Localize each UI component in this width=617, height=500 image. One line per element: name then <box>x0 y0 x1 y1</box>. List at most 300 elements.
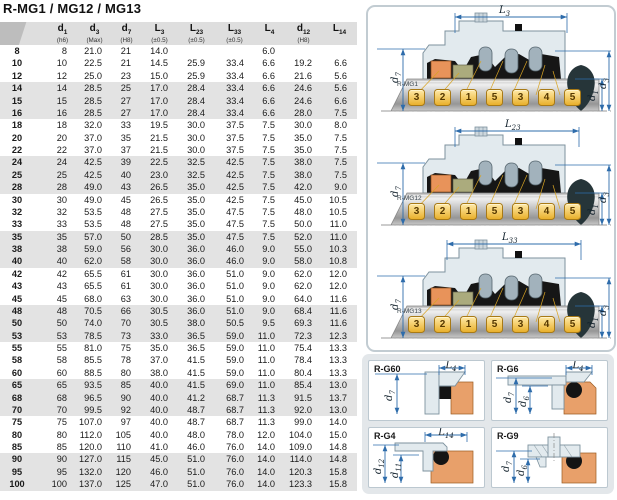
cell: 9.0 <box>254 255 285 267</box>
column-header: $d_7$ (H8) <box>112 22 141 45</box>
cell: 22.5 <box>77 57 112 69</box>
cell: 80.4 <box>285 367 322 379</box>
dim-label-d7: $d_7$ <box>500 461 514 472</box>
cell: 6.6 <box>322 95 357 107</box>
dim-label-l4: $L_4$ <box>572 360 584 373</box>
part-number-tags <box>408 89 581 106</box>
column-header: $L_{23}$ (±0.5) <box>178 22 215 45</box>
row-label: 95 <box>0 466 48 478</box>
cell: 120.0 <box>77 441 112 453</box>
cell: 6.6 <box>254 107 285 119</box>
cell: 47.5 <box>215 218 254 230</box>
cell: 38.0 <box>178 317 215 329</box>
row-label: 18 <box>0 119 48 131</box>
table-row <box>0 45 357 57</box>
cell: 9.0 <box>322 181 357 193</box>
cell: 24.6 <box>285 95 322 107</box>
cell: 53.5 <box>77 218 112 230</box>
cell: 40 <box>48 255 77 267</box>
cell: 28.5 <box>77 95 112 107</box>
cell: 12.0 <box>322 280 357 292</box>
dim-label-d1: $d_1$ <box>586 90 600 101</box>
cell: 11.0 <box>322 218 357 230</box>
cell: 6.6 <box>254 95 285 107</box>
cell: 75 <box>48 416 77 428</box>
cell: 50 <box>48 317 77 329</box>
cell: 25 <box>48 169 77 181</box>
column-header: $L_{14}$ <box>322 22 357 45</box>
table-row <box>0 441 357 453</box>
cell: 42.5 <box>77 156 112 168</box>
cell: 36.0 <box>178 280 215 292</box>
cell: 12 <box>48 70 77 82</box>
cell: 38 <box>48 243 77 255</box>
cell <box>285 45 322 57</box>
part-number-tag: 3 <box>408 89 425 106</box>
cell: 10 <box>48 57 77 69</box>
cell: 51.0 <box>178 453 215 465</box>
cell: 25.0 <box>77 70 112 82</box>
cell: 33 <box>48 218 77 230</box>
cell: 11.6 <box>322 293 357 305</box>
cell: 74.0 <box>77 317 112 329</box>
cell: 33.4 <box>215 107 254 119</box>
part-number-tag: 1 <box>460 316 477 333</box>
cell: 32.5 <box>178 156 215 168</box>
part-number-tag: 3 <box>408 203 425 220</box>
row-label: 38 <box>0 243 48 255</box>
cell: 33.0 <box>141 330 178 342</box>
cell: 7.5 <box>322 107 357 119</box>
cell: 46.0 <box>215 255 254 267</box>
cell: 7.5 <box>254 181 285 193</box>
dim-label-d1: $d_1$ <box>586 204 600 215</box>
cell: 26.5 <box>141 181 178 193</box>
cell: 99.0 <box>285 416 322 428</box>
cell: 19.2 <box>285 57 322 69</box>
cell: 109.0 <box>285 441 322 453</box>
cell: 35.0 <box>285 144 322 156</box>
cell: 40.0 <box>141 379 178 391</box>
cell: 45.0 <box>285 194 322 206</box>
cell: 50.5 <box>215 317 254 329</box>
cell: 11.6 <box>322 317 357 329</box>
cell: 38.0 <box>285 156 322 168</box>
cell: 68.7 <box>215 404 254 416</box>
cell: 11.0 <box>254 379 285 391</box>
cell: 65.5 <box>77 268 112 280</box>
part-number-tags <box>408 203 581 220</box>
seal-diagram-rmg12 <box>369 119 613 237</box>
cell: 70 <box>48 404 77 416</box>
cell: 21.5 <box>141 144 178 156</box>
table-row <box>0 70 357 82</box>
part-number-tag: 3 <box>512 203 529 220</box>
cell: 51.0 <box>178 478 215 490</box>
cell: 59.0 <box>77 243 112 255</box>
column-header: $L_{33}$ (±0.5) <box>215 22 254 45</box>
cell: 5.6 <box>322 70 357 82</box>
cell: 42.5 <box>215 194 254 206</box>
cell: 36.0 <box>178 268 215 280</box>
cell: 14.0 <box>254 441 285 453</box>
dim-label-l14: $L_{14}$ <box>438 427 454 440</box>
table-row <box>0 243 357 255</box>
cell: 7.5 <box>254 231 285 243</box>
cell: 42.0 <box>285 181 322 193</box>
cell: 35.0 <box>178 194 215 206</box>
cell: 38.0 <box>141 367 178 379</box>
cell: 35.0 <box>178 181 215 193</box>
cell: 36.5 <box>178 342 215 354</box>
cell: 14.0 <box>322 416 357 428</box>
part-number-tag: 1 <box>460 89 477 106</box>
row-label: 42 <box>0 268 48 280</box>
dimension-table <box>0 22 357 491</box>
cell: 7.5 <box>254 119 285 131</box>
cell: 53.5 <box>77 206 112 218</box>
cell: 45.0 <box>141 453 178 465</box>
cell: 85 <box>112 379 141 391</box>
cell: 20 <box>48 132 77 144</box>
row-label: 33 <box>0 218 48 230</box>
cell: 7.5 <box>254 156 285 168</box>
cell: 48 <box>112 218 141 230</box>
table-row <box>0 379 357 391</box>
cell: 6.6 <box>322 57 357 69</box>
cell: 17.0 <box>141 82 178 94</box>
cell: 120 <box>112 466 141 478</box>
dim-label-top: $L_3$ <box>499 5 511 18</box>
row-label: 68 <box>0 392 48 404</box>
cell: 13.7 <box>322 392 357 404</box>
cell: 40.0 <box>141 416 178 428</box>
cell: 7.5 <box>254 194 285 206</box>
cell: 33.4 <box>215 82 254 94</box>
part-number-tag: 3 <box>408 316 425 333</box>
cell: 85.4 <box>285 379 322 391</box>
part-number-tag: 5 <box>564 89 581 106</box>
mount-details-panel <box>362 354 614 494</box>
cell: 30.0 <box>285 119 322 131</box>
cell: 49.0 <box>77 194 112 206</box>
cell: 76.0 <box>215 466 254 478</box>
table-row <box>0 206 357 218</box>
cell: 21.6 <box>285 70 322 82</box>
row-label: 60 <box>0 367 48 379</box>
cell: 107.0 <box>77 416 112 428</box>
cell: 78.5 <box>77 330 112 342</box>
cell: 11.0 <box>254 342 285 354</box>
cell: 48 <box>48 305 77 317</box>
cell: 9.0 <box>254 280 285 292</box>
cell: 51.0 <box>215 293 254 305</box>
cell: 14.0 <box>254 478 285 490</box>
cell: 27.5 <box>141 206 178 218</box>
table-row <box>0 169 357 181</box>
cell: 43 <box>48 280 77 292</box>
cell: 25.9 <box>178 57 215 69</box>
detail-panel-rg60 <box>368 360 485 421</box>
cell: 66 <box>112 305 141 317</box>
row-label: 53 <box>0 330 48 342</box>
table-row <box>0 194 357 206</box>
cell: 28.5 <box>77 82 112 94</box>
cell: 53 <box>48 330 77 342</box>
cell: 90 <box>112 392 141 404</box>
cell: 68.7 <box>215 416 254 428</box>
cell: 68 <box>48 392 77 404</box>
panel-title: R-G4 <box>374 431 396 441</box>
cell: 12.3 <box>322 330 357 342</box>
cell: 65.5 <box>77 280 112 292</box>
cell: 15.0 <box>141 70 178 82</box>
cell: 115 <box>112 453 141 465</box>
cell: 7.5 <box>254 132 285 144</box>
cell: 25 <box>112 82 141 94</box>
detail-panel-rg9 <box>491 427 608 488</box>
cell: 7.5 <box>254 169 285 181</box>
cell: 28.5 <box>77 107 112 119</box>
cell: 11.0 <box>254 330 285 342</box>
cell: 36.0 <box>178 293 215 305</box>
part-number-tag: 3 <box>512 316 529 333</box>
page-title: R-MG1 / MG12 / MG13 <box>3 1 142 16</box>
table-row <box>0 144 357 156</box>
cell: 22 <box>48 144 77 156</box>
cell: 59.0 <box>215 330 254 342</box>
cell: 24 <box>48 156 77 168</box>
cell: 37.0 <box>77 144 112 156</box>
cell: 11.0 <box>322 231 357 243</box>
cell: 112.0 <box>77 429 112 441</box>
cell: 37.0 <box>77 132 112 144</box>
cell: 61 <box>112 268 141 280</box>
cell: 46.0 <box>141 466 178 478</box>
seal-diagram-rmg1 <box>369 5 613 123</box>
row-label: 58 <box>0 354 48 366</box>
panel-title: R-G6 <box>497 364 519 374</box>
cell: 93.5 <box>77 379 112 391</box>
cell: 52.0 <box>285 231 322 243</box>
cell: 80 <box>112 367 141 379</box>
cell: 27.5 <box>141 218 178 230</box>
cell: 33 <box>112 119 141 131</box>
cell: 75.4 <box>285 342 322 354</box>
cell <box>178 45 215 57</box>
cell: 40.0 <box>141 404 178 416</box>
cell: 58 <box>48 354 77 366</box>
cell: 91.5 <box>285 392 322 404</box>
dim-label-d3: $d_3$ <box>597 78 611 89</box>
cell: 38.0 <box>285 169 322 181</box>
cell: 21 <box>112 57 141 69</box>
seal-diagrams-panel <box>366 5 616 352</box>
cell: 14.0 <box>254 453 285 465</box>
cell: 63 <box>112 293 141 305</box>
cell: 21 <box>112 45 141 57</box>
part-number-tag: 2 <box>434 89 451 106</box>
cell: 43 <box>112 181 141 193</box>
cell: 78 <box>112 354 141 366</box>
cell: 30.0 <box>141 268 178 280</box>
cell: 42.5 <box>77 169 112 181</box>
cell: 23.0 <box>141 169 178 181</box>
cell: 11.3 <box>254 404 285 416</box>
cell: 30.5 <box>141 305 178 317</box>
dim-label-d11: $d_{11}$ <box>390 462 404 479</box>
cell: 15.8 <box>322 466 357 478</box>
cell: 35 <box>48 231 77 243</box>
panel-title: R-G60 <box>374 364 401 374</box>
cell: 6.6 <box>254 70 285 82</box>
part-number-tag: 1 <box>460 203 477 220</box>
cell: 35.0 <box>178 218 215 230</box>
cell: 48.0 <box>285 206 322 218</box>
cell: 123.3 <box>285 478 322 490</box>
row-label: 8 <box>0 45 48 57</box>
cell: 32.0 <box>77 119 112 131</box>
table-row <box>0 317 357 329</box>
table-row <box>0 404 357 416</box>
table-row <box>0 305 357 317</box>
column-header: $L_4$ <box>254 22 285 45</box>
cell: 10.3 <box>322 243 357 255</box>
row-label: 100 <box>0 478 48 490</box>
table-row <box>0 57 357 69</box>
cell <box>322 45 357 57</box>
cell: 6.6 <box>254 82 285 94</box>
table-row <box>0 354 357 366</box>
dim-label-top: $L_{33}$ <box>502 232 518 245</box>
cell: 69.3 <box>285 317 322 329</box>
cell: 24.6 <box>285 82 322 94</box>
cell: 76.0 <box>215 441 254 453</box>
cell: 6.0 <box>254 45 285 57</box>
part-number-tag: 5 <box>486 316 503 333</box>
seal-model-label: R-MG13 <box>397 308 422 315</box>
cell: 14.8 <box>322 453 357 465</box>
cell: 14.0 <box>141 45 178 57</box>
cell: 96.5 <box>77 392 112 404</box>
cell: 39 <box>112 156 141 168</box>
part-number-tag: 4 <box>538 89 555 106</box>
table-row <box>0 231 357 243</box>
cell: 9.0 <box>254 305 285 317</box>
dim-label-top: $L_{23}$ <box>505 119 521 132</box>
cell: 21.0 <box>77 45 112 57</box>
cell: 80 <box>48 429 77 441</box>
cell: 33.4 <box>215 57 254 69</box>
cell: 11.0 <box>254 367 285 379</box>
row-label: 70 <box>0 404 48 416</box>
cell: 7.5 <box>322 156 357 168</box>
table-row <box>0 392 357 404</box>
part-number-tag: 5 <box>486 89 503 106</box>
cell: 50.0 <box>285 218 322 230</box>
cell: 17.0 <box>141 95 178 107</box>
part-number-tag: 4 <box>538 316 555 333</box>
cell: 16 <box>48 107 77 119</box>
cell: 13.3 <box>322 354 357 366</box>
part-number-tag: 2 <box>434 203 451 220</box>
part-number-tag: 5 <box>564 316 581 333</box>
cell: 6.6 <box>254 57 285 69</box>
cell: 114.0 <box>285 453 322 465</box>
cell: 35.0 <box>285 132 322 144</box>
cell: 13.3 <box>322 367 357 379</box>
cell: 28 <box>48 181 77 193</box>
dim-label-d7: $d_7$ <box>383 390 397 401</box>
dim-label-d3: $d_3$ <box>597 192 611 203</box>
cell: 105 <box>112 429 141 441</box>
cell: 61 <box>112 280 141 292</box>
cell: 7.5 <box>254 218 285 230</box>
cell: 14.5 <box>141 57 178 69</box>
cell: 9.5 <box>254 317 285 329</box>
cell: 68.0 <box>77 293 112 305</box>
row-label: 25 <box>0 169 48 181</box>
part-number-tags <box>408 316 581 333</box>
cell: 30.5 <box>141 317 178 329</box>
cell: 75 <box>112 342 141 354</box>
cell: 60 <box>48 367 77 379</box>
row-label: 45 <box>0 293 48 305</box>
cell: 40.0 <box>141 392 178 404</box>
cell: 37.5 <box>215 132 254 144</box>
cell: 11.6 <box>322 305 357 317</box>
cell: 28.0 <box>285 107 322 119</box>
cell: 11.3 <box>254 392 285 404</box>
dim-label-d7: $d_7$ <box>389 72 403 83</box>
row-label: 80 <box>0 429 48 441</box>
row-label: 28 <box>0 181 48 193</box>
cell: 57.0 <box>77 231 112 243</box>
cell: 35 <box>112 132 141 144</box>
cell: 36.0 <box>178 305 215 317</box>
cell: 10.5 <box>322 206 357 218</box>
dim-label-d12: $d_{12}$ <box>373 458 387 475</box>
part-number-tag: 4 <box>538 203 555 220</box>
cell: 8.0 <box>322 119 357 131</box>
table-row <box>0 466 357 478</box>
cell: 5.6 <box>322 82 357 94</box>
row-label: 43 <box>0 280 48 292</box>
part-number-tag: 2 <box>434 316 451 333</box>
cell: 48.7 <box>178 416 215 428</box>
cell: 76.0 <box>215 478 254 490</box>
cell: 14.8 <box>322 441 357 453</box>
cell: 51.0 <box>178 466 215 478</box>
row-label: 85 <box>0 441 48 453</box>
cell: 65 <box>48 379 77 391</box>
cell: 92 <box>112 404 141 416</box>
cell: 9.0 <box>254 293 285 305</box>
cell: 70 <box>112 317 141 329</box>
cell: 88.5 <box>77 367 112 379</box>
cell: 30.0 <box>141 255 178 267</box>
seal-model-label: R-MG12 <box>397 195 422 202</box>
cell: 7.5 <box>322 132 357 144</box>
cell: 110 <box>112 441 141 453</box>
row-label: 40 <box>0 255 48 267</box>
cell: 37 <box>112 144 141 156</box>
row-label: 15 <box>0 95 48 107</box>
cell: 45 <box>112 194 141 206</box>
cell: 32 <box>48 206 77 218</box>
dim-label-d6: $d_6$ <box>517 396 531 407</box>
cell: 7.5 <box>322 169 357 181</box>
